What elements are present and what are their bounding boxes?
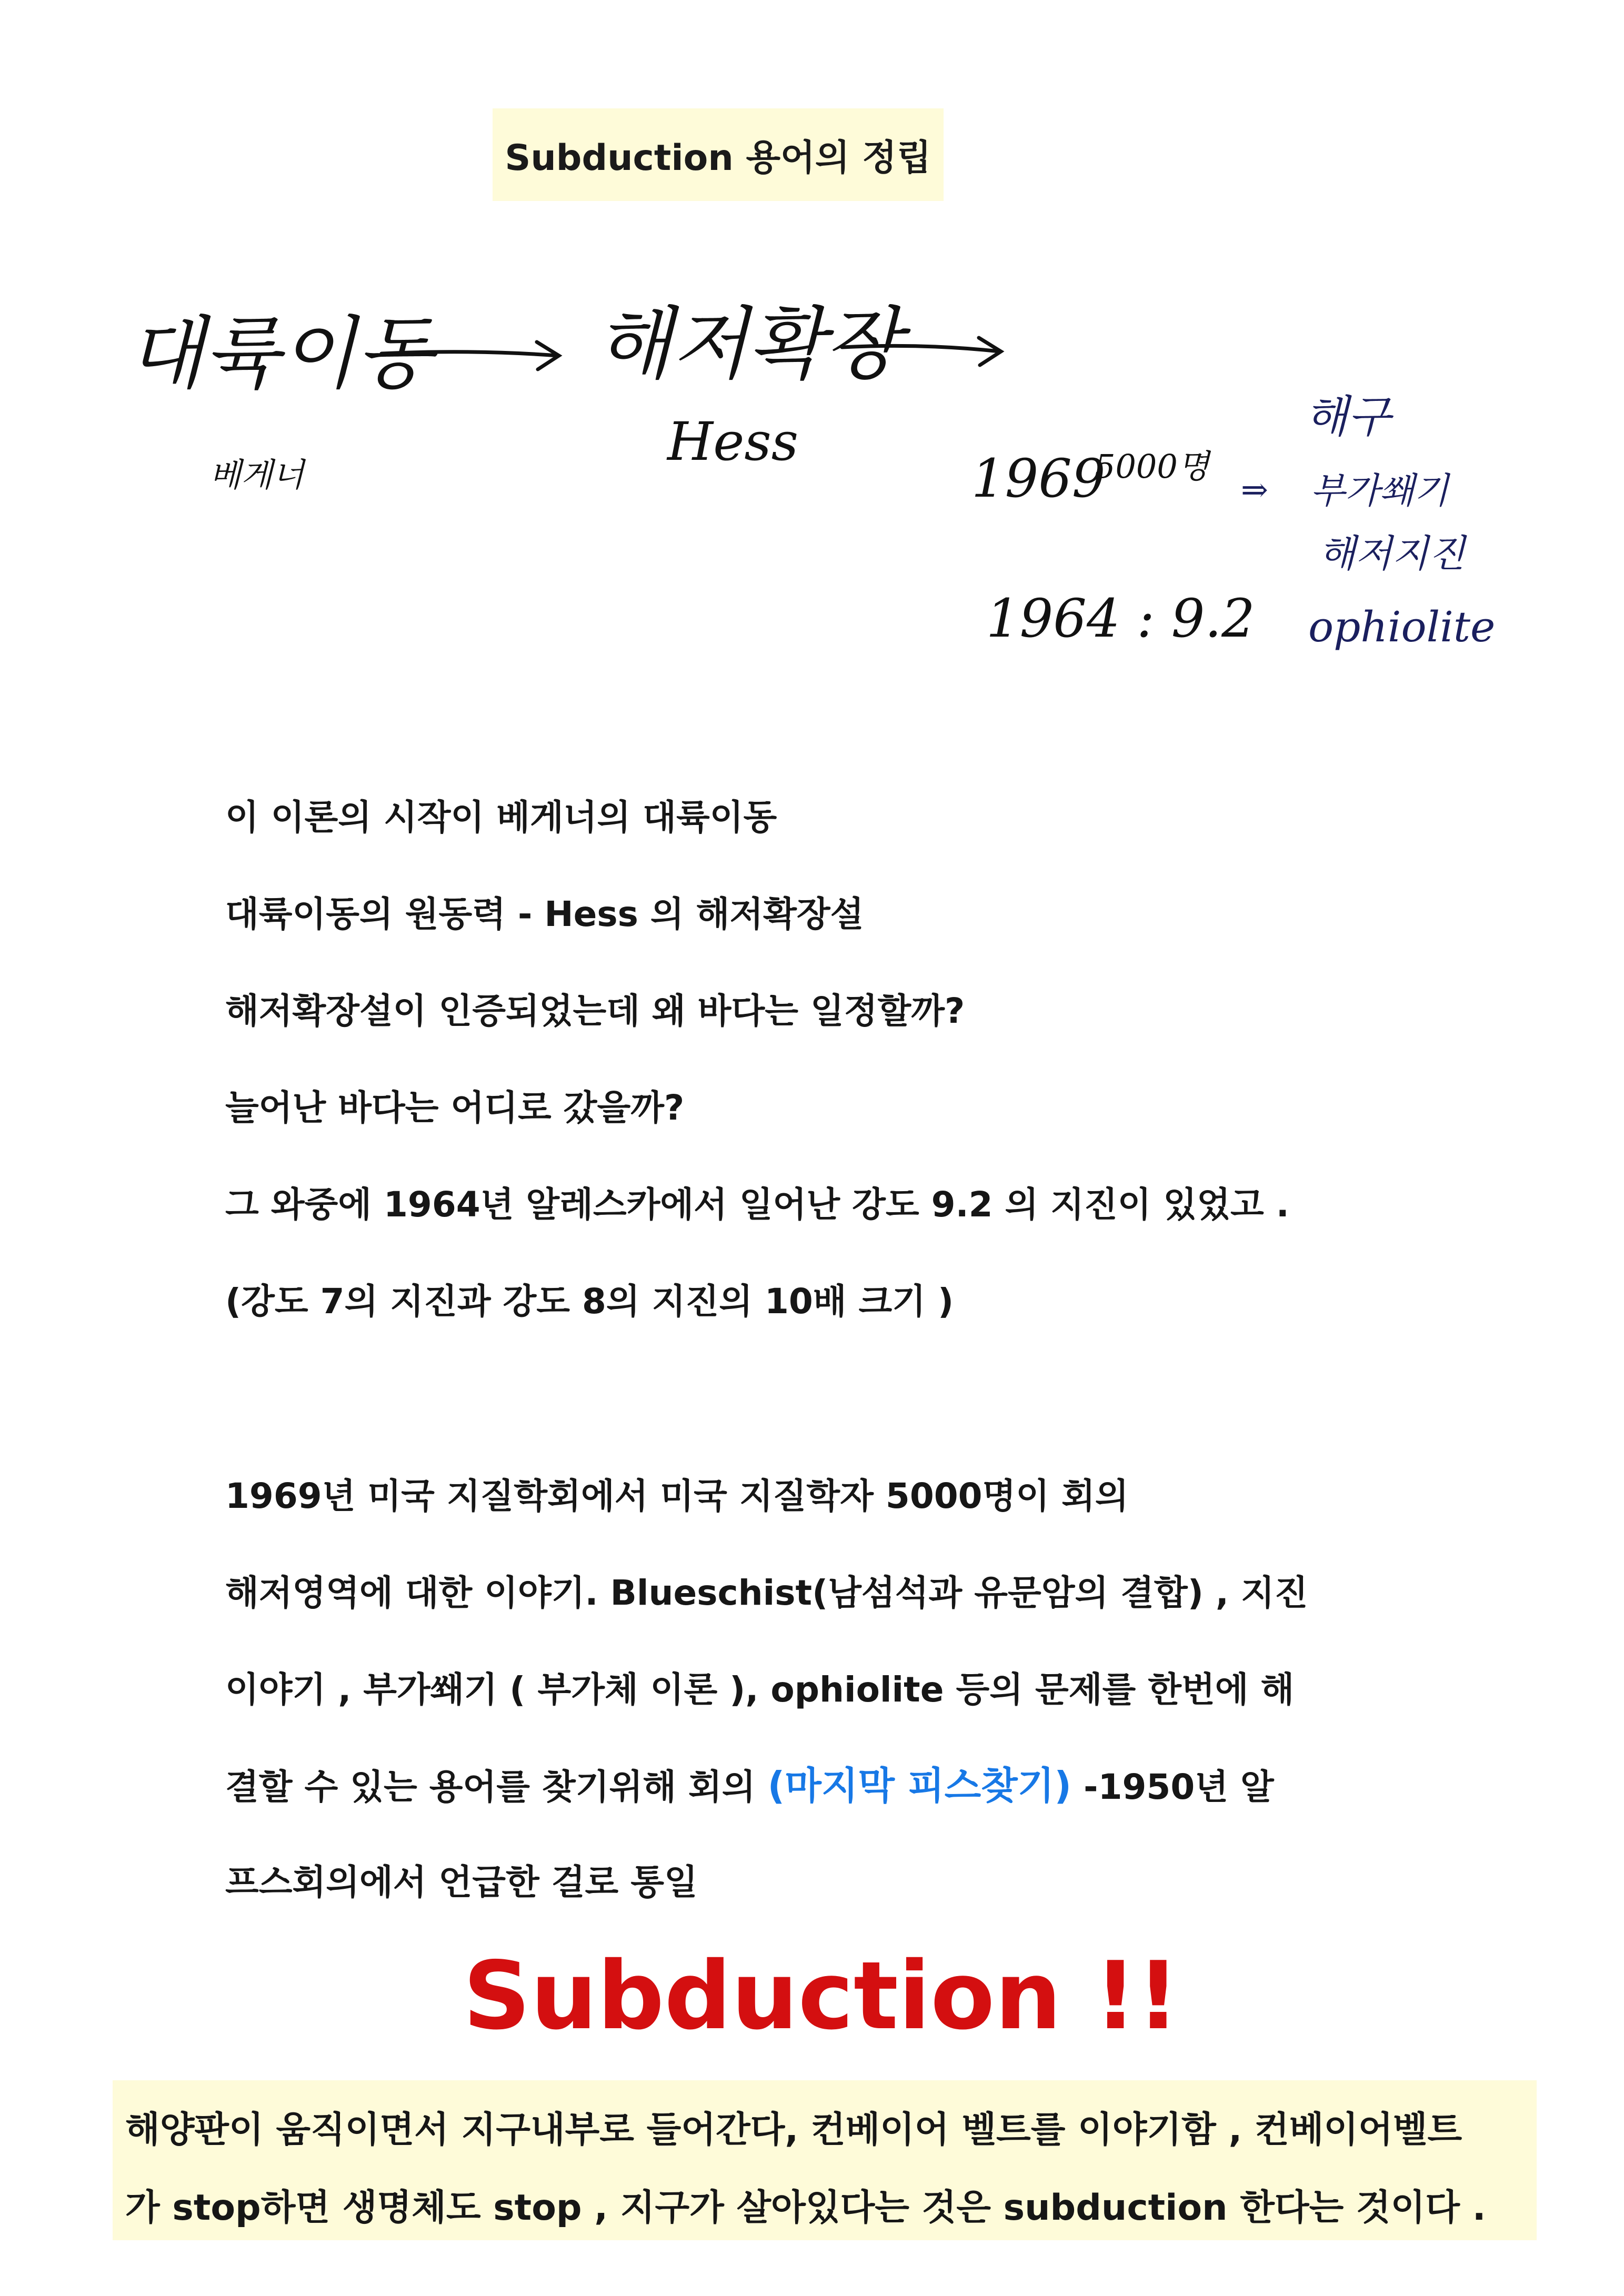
text-segment: -1950년 알 [1071,1767,1274,1807]
hand-topic-trench: 해구 [1305,391,1391,442]
summary-line: 가 stop하면 생명체도 stop , 지구가 살아있다는 것은 subduction 한다는 것이다 . [125,2187,1486,2229]
text-line: 프스회의에서 언급한 걸로 통일 [225,1862,698,1902]
hand-topic-wedge: 부가쐐기 [1310,470,1449,512]
text-line: 대륙이동의 원동력 - Hess 의 해저확장설 [225,894,864,934]
headline-subduction: Subduction !! [463,1941,1180,2050]
text-line: 그 와중에 1964년 알레스카에서 일어난 강도 9.2 의 지진이 있었고 . [225,1184,1289,1225]
text-line: 이 이론의 시작이 베게너의 대륙이동 [225,797,777,838]
hand-double-arrow: ⇒ [1241,470,1268,509]
text-line: 이야기 , 부가쐐기 ( 부가체 이론 ), ophiolite 등의 문제를 한번에 해 [225,1669,1295,1710]
text-line: 해저영역에 대한 이야기. Blueschist(남섬석과 유문암의 결합) , 지진 [225,1573,1308,1613]
hand-year-1964: 1964 : 9.2 [986,588,1255,649]
text-segment: 결할 수 있는 용어를 찾기위해 회의 [225,1767,768,1807]
hand-step2-person: Hess [667,411,799,472]
highlight-last-piece: (마지막 피스찾기) [767,1764,1072,1808]
summary-box [113,2080,1537,2240]
hand-people-count: 5000명 [1095,447,1209,486]
text-line: 1969년 미국 지질학회에서 미국 지질학자 5000명이 회의 [225,1476,1129,1516]
text-line-with-highlight [225,1755,1436,1810]
page-title: Subduction 용어의 정립 [505,137,931,179]
hand-step1-person: 베게너 [209,456,304,494]
hand-step1: 대륙이동 [127,308,433,400]
text-line: 늘어난 바다는 어디로 갔을까? [225,1087,685,1128]
text-line: (강도 7의 지진과 강도 8의 지진의 10배 크기 ) [225,1281,954,1322]
hand-step2: 해저확장 [596,299,901,390]
hand-topic-quake: 해저지진 [1319,531,1466,576]
text-line: 해저확장설이 인증되었는데 왜 바다는 일정할까? [225,991,965,1031]
hand-year-1969: 1969 [971,448,1106,509]
summary-line: 해양판이 움직이면서 지구내부로 들어간다, 컨베이어 벨트를 이야기함 , 컨베이어벨트 [125,2109,1462,2151]
hand-topic-ophiolite: ophiolite [1308,602,1496,651]
